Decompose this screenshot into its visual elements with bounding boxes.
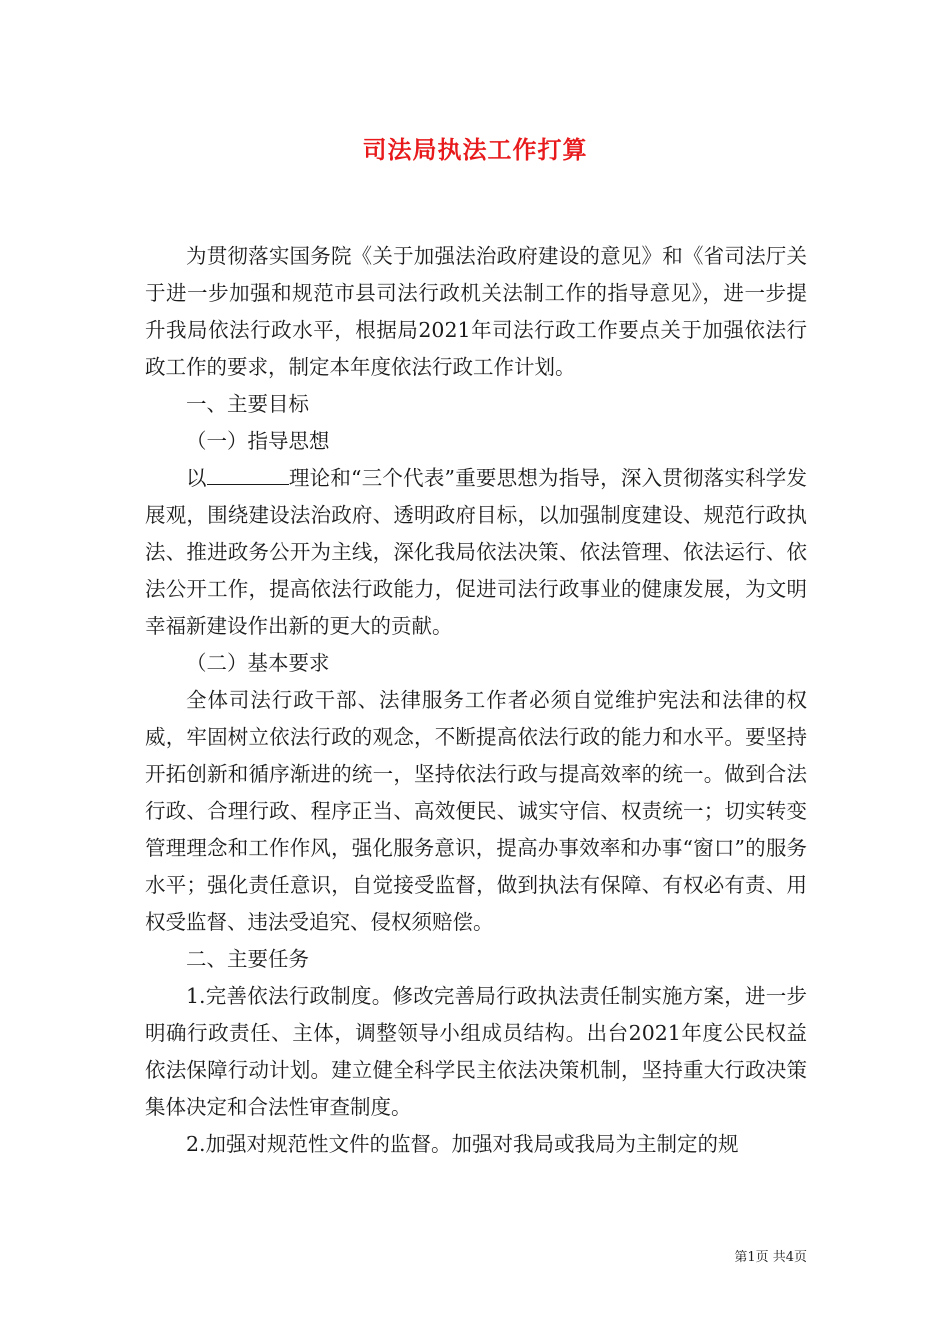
section-heading-tasks: 二、主要任务 [186, 947, 309, 971]
blank-fill-line [207, 464, 289, 485]
guiding-suffix: 理论和“三个代表”重要思想为指导，深入贯彻落实科学发展观，围绕建设法治政府、透明政府目标，以加强制度建设、规范行政执法、推进政务公开为主线，深化我局依法决策、依法管理、依法运行、依法公开工作，提高依法行政能力，促进司法行政事业的健康发展，为文明幸福新建设作出新的更大的贡献。 [145, 466, 808, 638]
guiding-prefix: 以 [186, 466, 207, 490]
document-title: 司法局执法工作打算 [362, 135, 588, 164]
page-number: 第1页 共4页 [734, 1250, 807, 1265]
intro-paragraph: 为贯彻落实国务院《关于加强法治政府建设的意见》和《省司法厅关于进一步加强和规范市县司法行政机关法制工作的指导意见》，进一步提升我局依法行政水平，根据局2021年司法行政工作要点关于加强依法行政工作的要求，制定本年度依法行政工作计划。 [145, 244, 807, 379]
subheading-guiding-thought: （一）指导思想 [186, 429, 330, 453]
subheading-basic-requirements: （二）基本要求 [186, 651, 330, 675]
guiding-thought-paragraph [145, 460, 807, 645]
requirements-paragraph: 全体司法行政干部、法律服务工作者必须自觉维护宪法和法律的权威，牢固树立依法行政的观念，不断提高依法行政的能力和水平。要坚持开拓创新和循序渐进的统一，坚持依法行政与提高效率的统一。做到合法行政、合理行政、程序正当、高效便民、诚实守信、权责统一；切实转变管理理念和工作作风，强化服务意识，提高办事效率和办事“窗口”的服务水平；强化责任意识，自觉接受监督，做到执法有保障、有权必有责、用权受监督、违法受追究、侵权须赔偿。 [145, 688, 807, 934]
task-item-1: 1.完善依法行政制度。修改完善局行政执法责任制实施方案，进一步明确行政责任、主体，调整领导小组成员结构。出台2021年度公民权益依法保障行动计划。建立健全科学民主依法决策机制，坚持重大行政决策集体决定和合法性审查制度。 [145, 984, 807, 1119]
task-item-2: 2.加强对规范性文件的监督。加强对我局或我局为主制定的规 [186, 1132, 739, 1156]
section-heading-goals: 一、主要目标 [186, 392, 309, 416]
document-body [145, 238, 807, 1163]
